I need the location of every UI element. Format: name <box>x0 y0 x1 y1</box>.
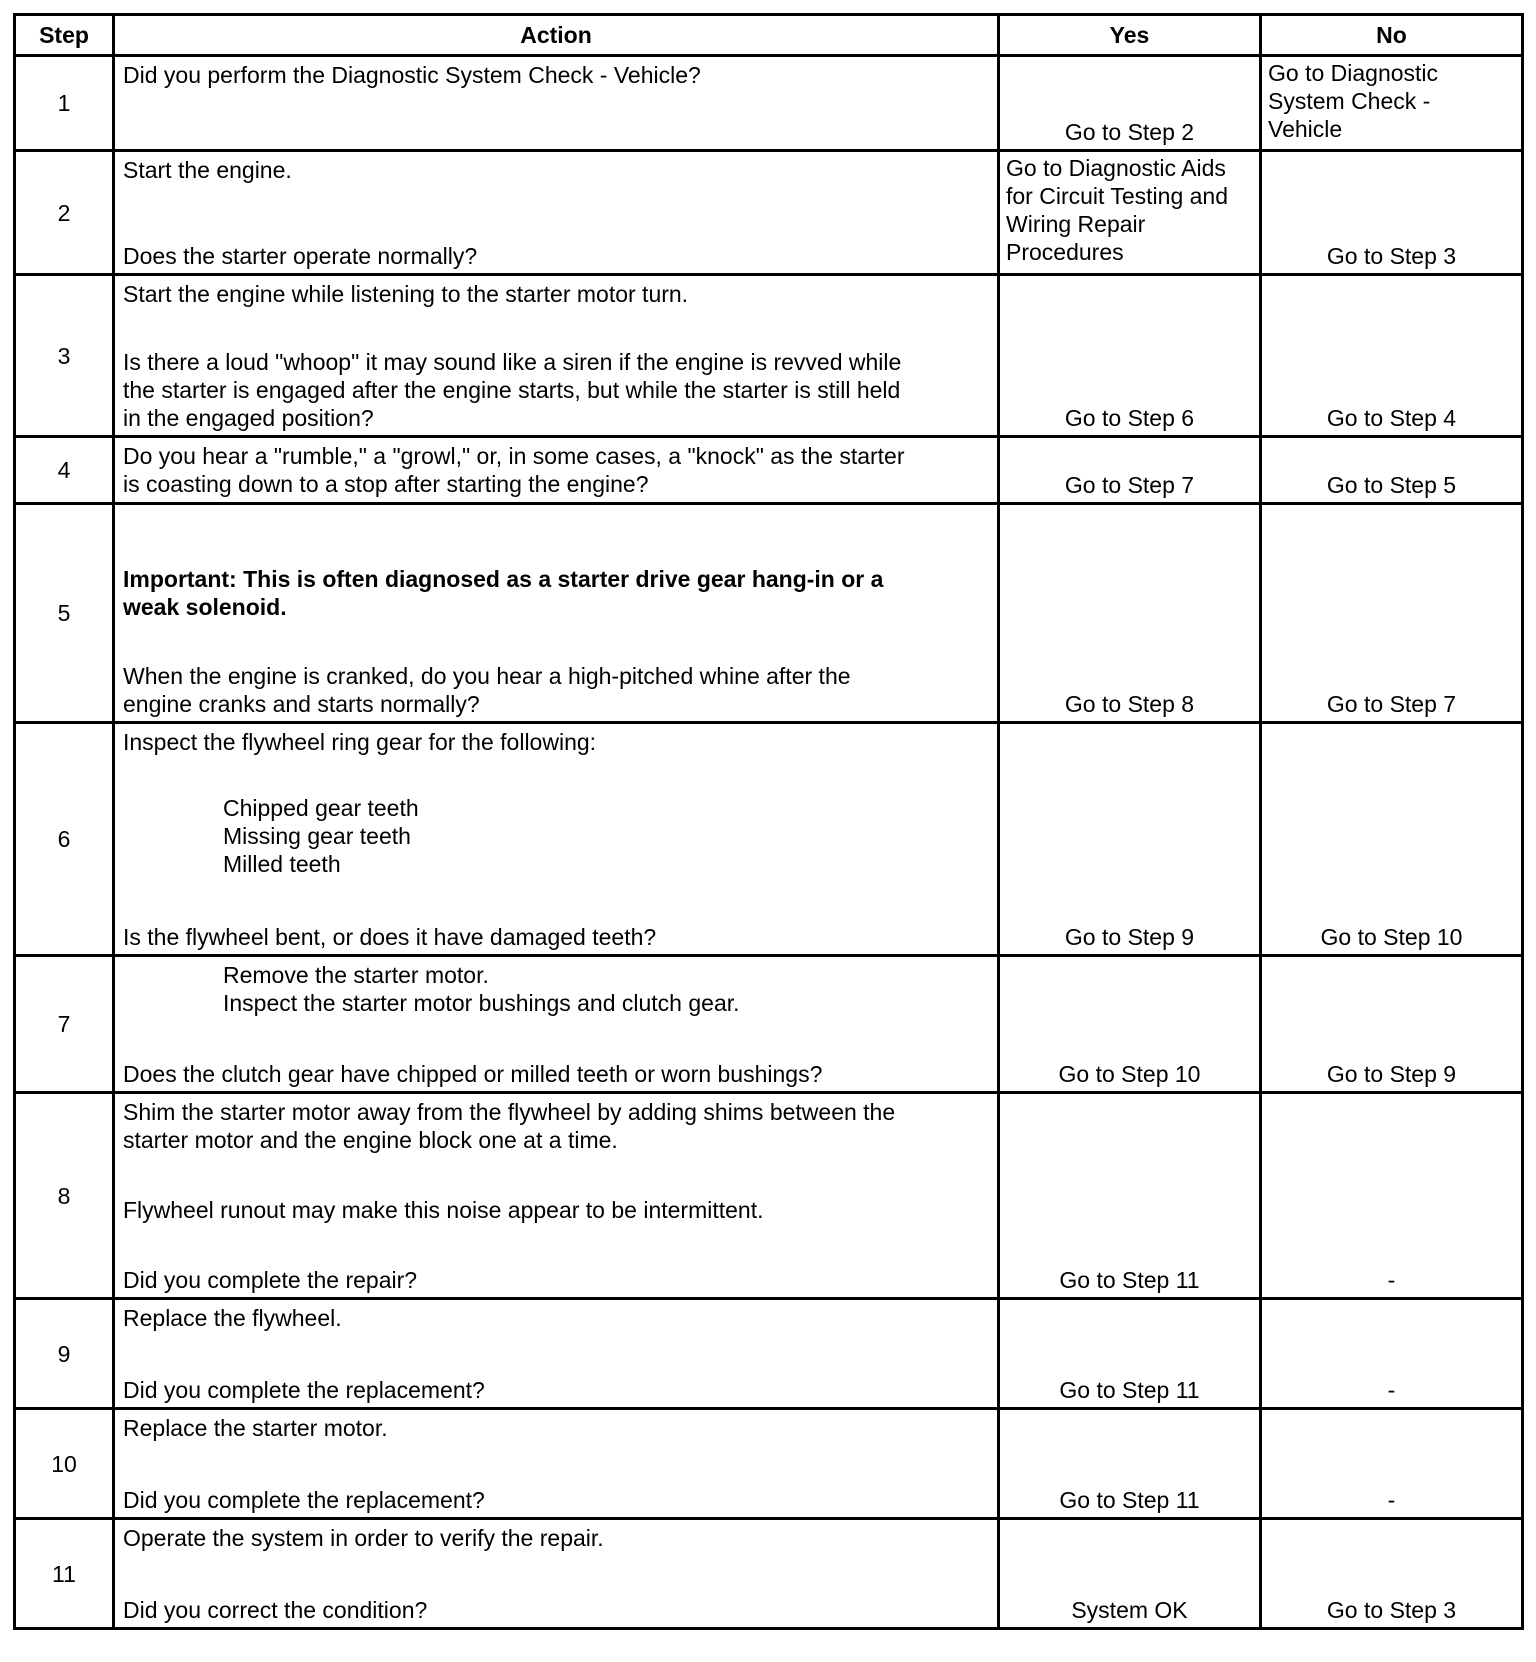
yes-result-line: Procedures <box>1006 239 1124 265</box>
yes-result: Go to Step 6 <box>999 275 1261 437</box>
no-result-line: Vehicle <box>1268 116 1343 142</box>
action-cell <box>114 56 999 151</box>
no-result: Go to Step 9 <box>1261 956 1523 1093</box>
action-cell <box>114 956 999 1093</box>
table-row-step-7 <box>15 956 1523 1093</box>
table-row-step-11 <box>15 1519 1523 1629</box>
action-question: Did you correct the condition? <box>123 1597 428 1623</box>
action-cell <box>114 1409 999 1519</box>
action-question: in the engaged position? <box>123 405 374 431</box>
step-number: 8 <box>15 1093 114 1299</box>
no-result: Go to Step 5 <box>1261 437 1523 504</box>
no-result: Go to Step 7 <box>1261 504 1523 723</box>
no-result: Go to Step 4 <box>1261 275 1523 437</box>
action-question: Do you hear a "rumble," a "growl," or, in some cases, a "knock" as the starter <box>123 443 905 469</box>
yes-result: Go to Step 7 <box>999 437 1261 504</box>
table-row-step-1 <box>15 56 1523 151</box>
yes-result: Go to Step 11 <box>999 1093 1261 1299</box>
action-text: Replace the starter motor. <box>123 1415 388 1441</box>
action-text: Operate the system in order to verify the repair. <box>123 1525 604 1551</box>
table-row-step-2 <box>15 151 1523 275</box>
yes-result: Go to Step 9 <box>999 723 1261 956</box>
action-cell <box>114 275 999 437</box>
table-row-step-5 <box>15 504 1523 723</box>
table-row-step-9 <box>15 1299 1523 1409</box>
table-row-step-8 <box>15 1093 1523 1299</box>
list-item: Missing gear teeth <box>223 823 411 849</box>
list-item: Chipped gear teeth <box>223 795 419 821</box>
action-cell <box>114 504 999 723</box>
list-item: Remove the starter motor. <box>223 962 489 988</box>
header-row <box>15 15 1523 56</box>
no-result: Go to Step 3 <box>1261 1519 1523 1629</box>
action-cell <box>114 1519 999 1629</box>
yes-result-line: for Circuit Testing and <box>1006 183 1229 209</box>
header-yes: Yes <box>999 15 1261 56</box>
action-text: Start the engine. <box>123 157 292 183</box>
action-question: Is the flywheel bent, or does it have damaged teeth? <box>123 924 657 950</box>
table-row-step-6 <box>15 723 1523 956</box>
action-question: Did you complete the repair? <box>123 1267 418 1293</box>
action-question: is coasting down to a stop after starting the engine? <box>123 471 649 497</box>
list-item: Milled teeth <box>223 851 341 877</box>
step-number: 5 <box>15 504 114 723</box>
no-result: - <box>1261 1409 1523 1519</box>
no-result: - <box>1261 1299 1523 1409</box>
diagnostic-table <box>13 13 1524 1630</box>
yes-result <box>999 151 1261 275</box>
action-cell <box>114 1093 999 1299</box>
step-number: 7 <box>15 956 114 1093</box>
action-question: Did you complete the replacement? <box>123 1377 485 1403</box>
no-result: Go to Step 3 <box>1261 151 1523 275</box>
step-number: 9 <box>15 1299 114 1409</box>
step-number: 3 <box>15 275 114 437</box>
action-cell <box>114 437 999 504</box>
action-cell <box>114 1299 999 1409</box>
header-action: Action <box>114 15 999 56</box>
yes-result-line: Go to Diagnostic Aids <box>1006 155 1226 181</box>
action-question: engine cranks and starts normally? <box>123 691 480 717</box>
table-row-step-3 <box>15 275 1523 437</box>
action-cell <box>114 723 999 956</box>
action-text: Did you perform the Diagnostic System Check - Vehicle? <box>123 62 701 88</box>
yes-result: Go to Step 11 <box>999 1299 1261 1409</box>
table-row-step-10 <box>15 1409 1523 1519</box>
action-cell <box>114 151 999 275</box>
no-result <box>1261 56 1523 151</box>
action-text: Inspect the flywheel ring gear for the following: <box>123 729 597 755</box>
important-note: Important: This is often diagnosed as a starter drive gear hang-in or a <box>123 566 884 592</box>
yes-result: Go to Step 8 <box>999 504 1261 723</box>
table-row-step-4 <box>15 437 1523 504</box>
action-text: Start the engine while listening to the starter motor turn. <box>123 281 689 307</box>
step-number: 2 <box>15 151 114 275</box>
header-step: Step <box>15 15 114 56</box>
yes-result: Go to Step 11 <box>999 1409 1261 1519</box>
action-question: Does the starter operate normally? <box>123 243 478 269</box>
action-text: Replace the flywheel. <box>123 1305 342 1331</box>
yes-result: Go to Step 10 <box>999 956 1261 1093</box>
no-result-line: System Check - <box>1268 88 1431 114</box>
action-question: Did you complete the replacement? <box>123 1487 485 1513</box>
step-number: 4 <box>15 437 114 504</box>
action-question: When the engine is cranked, do you hear a high-pitched whine after the <box>123 663 851 689</box>
action-text: Shim the starter motor away from the flywheel by adding shims between the <box>123 1099 896 1125</box>
important-note: weak solenoid. <box>123 594 287 620</box>
header-no: No <box>1261 15 1523 56</box>
no-result: Go to Step 10 <box>1261 723 1523 956</box>
yes-result: System OK <box>999 1519 1261 1629</box>
action-question: the starter is engaged after the engine starts, but while the starter is still held <box>123 377 901 403</box>
step-number: 10 <box>15 1409 114 1519</box>
action-question: Is there a loud "whoop" it may sound like a siren if the engine is revved while <box>123 349 902 375</box>
yes-result-line: Wiring Repair <box>1006 211 1146 237</box>
action-question: Does the clutch gear have chipped or milled teeth or worn bushings? <box>123 1061 823 1087</box>
step-number: 1 <box>15 56 114 151</box>
list-item: Inspect the starter motor bushings and clutch gear. <box>223 990 740 1016</box>
action-note: Flywheel runout may make this noise appear to be intermittent. <box>123 1197 764 1223</box>
yes-result: Go to Step 2 <box>999 56 1261 151</box>
step-number: 6 <box>15 723 114 956</box>
no-result: - <box>1261 1093 1523 1299</box>
step-number: 11 <box>15 1519 114 1629</box>
no-result-line: Go to Diagnostic <box>1268 60 1439 86</box>
action-text: starter motor and the engine block one at a time. <box>123 1127 618 1153</box>
